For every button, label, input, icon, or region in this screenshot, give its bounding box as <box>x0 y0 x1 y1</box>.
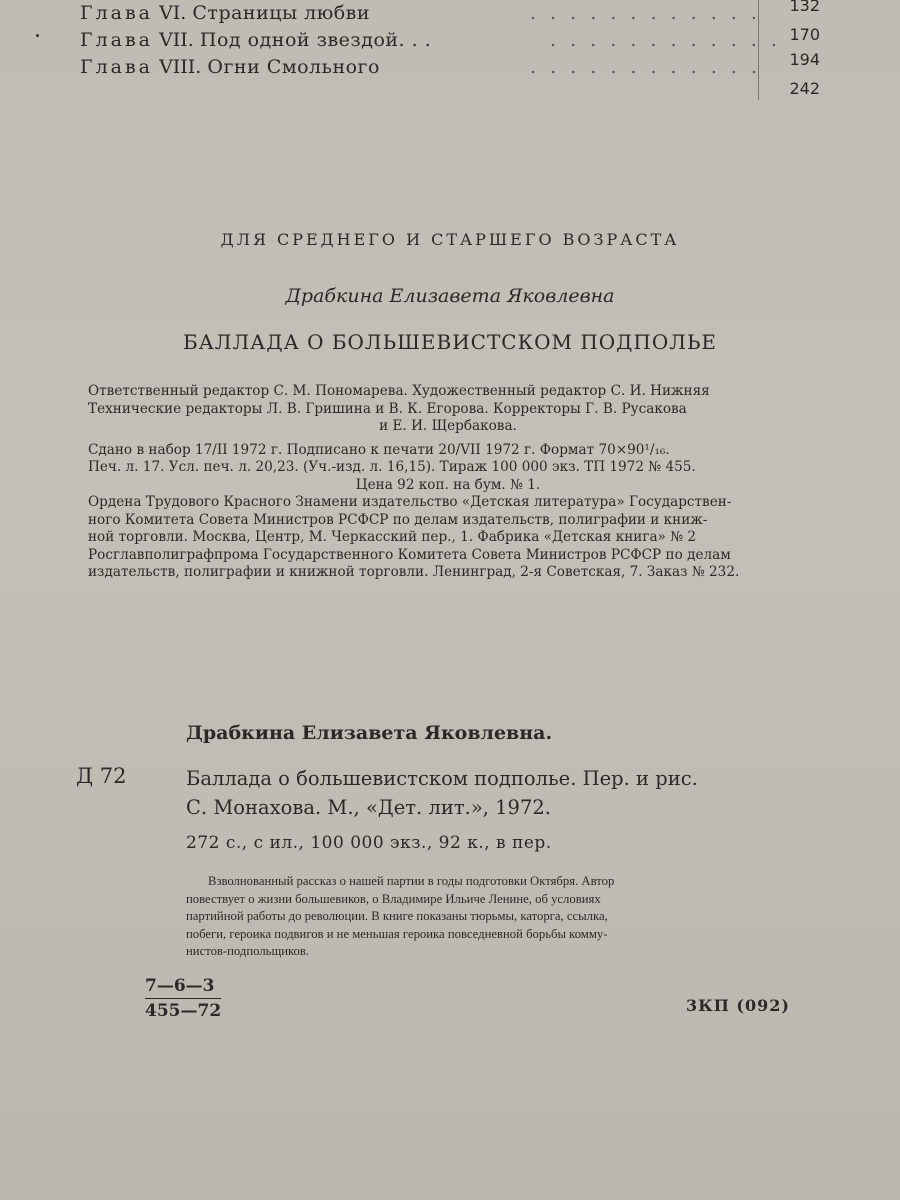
toc-chapter-word: Глава <box>80 2 154 24</box>
bibliographic-description <box>186 764 806 822</box>
annotation-line: партийной работы до революции. В книге показаны тюрьмы, каторга, ссылка, <box>186 909 608 923</box>
toc-row <box>80 50 820 81</box>
book-title: БАЛЛАДА О БОЛЬШЕВИСТСКОМ ПОДПОЛЬЕ <box>182 330 718 354</box>
toc-chapter-num: VIII. <box>159 56 202 78</box>
toc-chapter-num: VI. <box>159 2 187 24</box>
physical-description: 272 с., с ил., 100 000 экз., 92 к., в пер. <box>186 833 552 853</box>
imprint-block <box>88 383 808 582</box>
toc-page-number: 194 <box>789 50 820 69</box>
toc-chapter-title: Страницы любви <box>192 2 371 24</box>
toc-page-number: 132 <box>789 0 820 15</box>
imprint-line: ной торговли. Москва, Центр, М. Черкасский пер., 1. Фабрика «Детская книга» № 2 <box>88 529 697 545</box>
toc-chapter-num: VII. <box>159 29 194 51</box>
bib-line: Баллада о большевистском подполье. Пер. и рис. <box>186 767 698 790</box>
imprint-line: Сдано в набор 17/II 1972 г. Подписано к печати 20/VII 1972 г. Формат 70×90¹/₁₆. <box>88 441 670 458</box>
toc-leader-dots: . . . . . . . . . . . . <box>550 29 781 51</box>
toc-leader-dots: . . . . . . . . . . . . <box>530 2 761 24</box>
annotation-line: нистов-подпольщиков. <box>186 944 310 958</box>
toc-row <box>80 81 820 108</box>
imprint-line: Цена 92 коп. на бум. № 1. <box>355 476 541 493</box>
index-denominator: 455—72 <box>145 1001 222 1021</box>
bib-line: С. Монахова. М., «Дет. лит.», 1972. <box>186 796 551 819</box>
toc-row <box>80 0 820 27</box>
classification-code: 3КП (092) <box>686 996 790 1015</box>
age-group-note: ДЛЯ СРЕДНЕГО И СТАРШЕГО ВОЗРАСТА <box>220 230 680 249</box>
index-fraction <box>145 974 235 1023</box>
annotation <box>186 873 786 961</box>
table-of-contents <box>80 0 820 108</box>
imprint-line: ного Комитета Совета Министров РСФСР по делам издательств, полиграфии и книж- <box>88 511 708 528</box>
imprint-line: Ордена Трудового Красного Знамени издательство «Детская литература» Государствен- <box>88 494 732 510</box>
imprint-line: Ответственный редактор С. М. Пономарева. Художественный редактор С. И. Нижняя <box>88 383 710 399</box>
author-italic: Драбкина Елизавета Яковлевна <box>285 285 615 307</box>
toc-chapter-word: Глава <box>80 29 154 51</box>
annotation-line: повествует о жизни большевиков, о Владимире Ильиче Ленине, об условиях <box>186 891 601 906</box>
imprint-line: Печ. л. 17. Усл. печ. л. 20,23. (Уч.-изд. л. 16,15). Тираж 100 000 экз. ТП 1972 № 455. <box>88 459 696 475</box>
imprint-line: Технические редакторы Л. В. Гришина и В. К. Егорова. Корректоры Г. В. Русакова <box>88 400 687 417</box>
toc-leader-dots: . . . . . . . . . . . . <box>530 56 761 78</box>
index-numerator: 7—6—3 <box>145 974 221 999</box>
imprint-line: издательств, полиграфии и книжной торговли. Ленинград, 2-я Советская, 7. Заказ № 232. <box>88 564 740 580</box>
margin-dot <box>36 34 39 37</box>
catalog-code: Д 72 <box>76 764 127 788</box>
catalog-card-author: Драбкина Елизавета Яковлевна. <box>186 722 553 744</box>
imprint-line: Росглавполиграфпрома Государственного Комитета Совета Министров РСФСР по делам <box>88 546 731 563</box>
toc-page-number: 170 <box>789 25 820 44</box>
toc-page-number: 242 <box>789 79 820 98</box>
imprint-line: и Е. И. Щербакова. <box>379 418 517 434</box>
annotation-line: Взволнованный рассказ о нашей партии в годы подготовки Октября. Автор <box>208 874 615 888</box>
annotation-line: побеги, героика подвигов и не меньшая героика повседневной борьбы комму- <box>186 926 608 941</box>
toc-row <box>80 27 820 54</box>
toc-chapter-title: Под одной звездой. . . <box>199 29 432 51</box>
toc-chapter-title: Огни Смольного <box>207 56 380 78</box>
toc-chapter-word: Глава <box>80 56 154 78</box>
